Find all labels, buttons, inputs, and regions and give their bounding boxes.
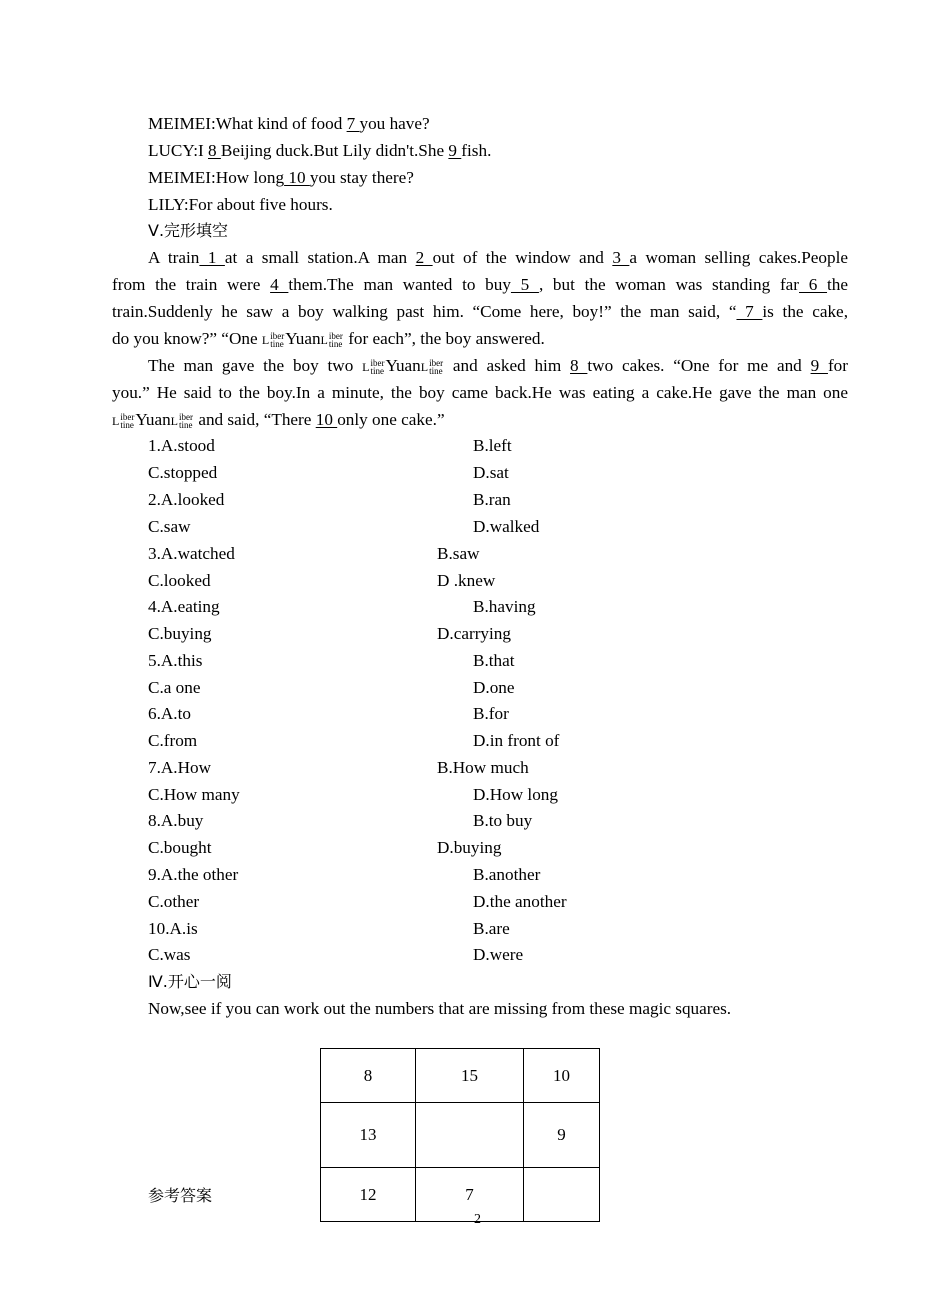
magic-cell: 12 [321, 1168, 416, 1222]
option-1c: C.stopped [148, 463, 218, 482]
option-2c: C.saw [148, 517, 191, 536]
option-2a: 2.A.looked [148, 490, 225, 509]
magic-cell: 13 [321, 1103, 416, 1168]
fraction-glyph: iber tine [179, 412, 194, 431]
option-8d: D.buying [437, 838, 502, 857]
fraction-glyph: iber tine [370, 358, 385, 377]
blank: 8 [208, 141, 221, 160]
answers-heading: 参考答案 [148, 1186, 213, 1205]
option-3a: 3.A.watched [148, 544, 235, 563]
option-10d: D.were [473, 945, 524, 964]
magic-cell: 9 [524, 1103, 600, 1168]
fraction-glyph: iber tine [429, 358, 444, 377]
fraction-glyph: iber tine [120, 412, 135, 431]
blank: 9 [448, 141, 462, 160]
option-4b: B.having [473, 597, 536, 616]
option-6c: C.from [148, 731, 198, 750]
passage-line-7: L iber tine YuanL iber tine and said, “There 10 only one cake.” [112, 410, 445, 431]
dialogue-line-1: MEIMEI:What kind of food 7 you have? [148, 114, 430, 133]
option-7a: 7.A.How [148, 758, 212, 777]
option-8c: C.bought [148, 838, 212, 857]
option-9a: 9.A.the other [148, 865, 239, 884]
option-2b: B.ran [473, 490, 511, 509]
section-intro: Now,see if you can work out the numbers that are missing from these magic squares. [148, 999, 732, 1018]
page-number: 2 [474, 1212, 481, 1227]
blank: 10 [284, 168, 310, 187]
option-3b: B.saw [437, 544, 480, 563]
passage-line-3: train.Suddenly he saw a boy walking past him. “Come here, boy!” the man said, “ 7 is the cake, [112, 302, 848, 321]
option-3d: D .knew [437, 571, 496, 590]
passage-line-2: from the train were 4 them.The man wanted to buy 5 , but the woman was standing far 6 the [112, 275, 849, 294]
dialogue-line-2: LUCY:I 8 Beijing duck.But Lily didn't.She 9 fish. [148, 141, 492, 160]
option-9c: C.other [148, 892, 200, 911]
magic-cell: 15 [416, 1049, 524, 1103]
magic-cell-empty [524, 1168, 600, 1222]
fraction-glyph: iber tine [270, 331, 285, 350]
option-4c: C.buying [148, 624, 212, 643]
passage-line-1: A train 1 at a small station.A man 2 out of the window and 3 a woman selling cakes.People [148, 248, 849, 267]
option-10c: C.was [148, 945, 191, 964]
option-5b: B.that [473, 651, 515, 670]
option-6a: 6.A.to [148, 704, 191, 723]
magic-cell-empty [416, 1103, 524, 1168]
passage-line-6: you.” He said to the boy.In a minute, the boy came back.He was eating a cake.He gave the man one [112, 383, 848, 402]
passage-line-5: The man gave the boy two L iber tine YuanL iber tine and asked him 8 two cakes. “One for me and 9 for [148, 356, 848, 377]
passage-line-4: do you know?” “One L iber tine YuanL iber tine for each”, the boy answered. [112, 329, 545, 350]
option-10a: 10.A.is [148, 919, 198, 938]
option-4a: 4.A.eating [148, 597, 220, 616]
magic-cell: 7 [416, 1168, 524, 1222]
magic-cell: 8 [321, 1049, 416, 1103]
option-8b: B.to buy [473, 811, 533, 830]
option-8a: 8.A.buy [148, 811, 204, 830]
section-title-reading: Ⅳ.开心一阅 [148, 972, 232, 991]
option-7c: C.How many [148, 785, 240, 804]
option-7b: B.How much [437, 758, 529, 777]
option-5c: C.a one [148, 678, 201, 697]
magic-square-table [320, 1048, 600, 1222]
option-10b: B.are [473, 919, 510, 938]
option-1a: 1.A.stood [148, 436, 215, 455]
option-5a: 5.A.this [148, 651, 203, 670]
option-6b: B.for [473, 704, 509, 723]
dialogue-line-4: LILY:For about five hours. [148, 195, 333, 214]
option-1b: B.left [473, 436, 512, 455]
option-6d: D.in front of [473, 731, 560, 750]
magic-cell: 10 [524, 1049, 600, 1103]
fraction-glyph: iber tine [328, 331, 343, 350]
option-4d: D.carrying [437, 624, 511, 643]
dialogue-line-3: MEIMEI:How long 10 you stay there? [148, 168, 414, 187]
blank: 7 [346, 114, 360, 133]
option-3c: C.looked [148, 571, 211, 590]
option-1d: D.sat [473, 463, 509, 482]
section-title-cloze: Ⅴ.完形填空 [148, 221, 229, 240]
option-7d: D.How long [473, 785, 558, 804]
option-9d: D.the another [473, 892, 567, 911]
option-9b: B.another [473, 865, 541, 884]
option-2d: D.walked [473, 517, 540, 536]
option-5d: D.one [473, 678, 515, 697]
